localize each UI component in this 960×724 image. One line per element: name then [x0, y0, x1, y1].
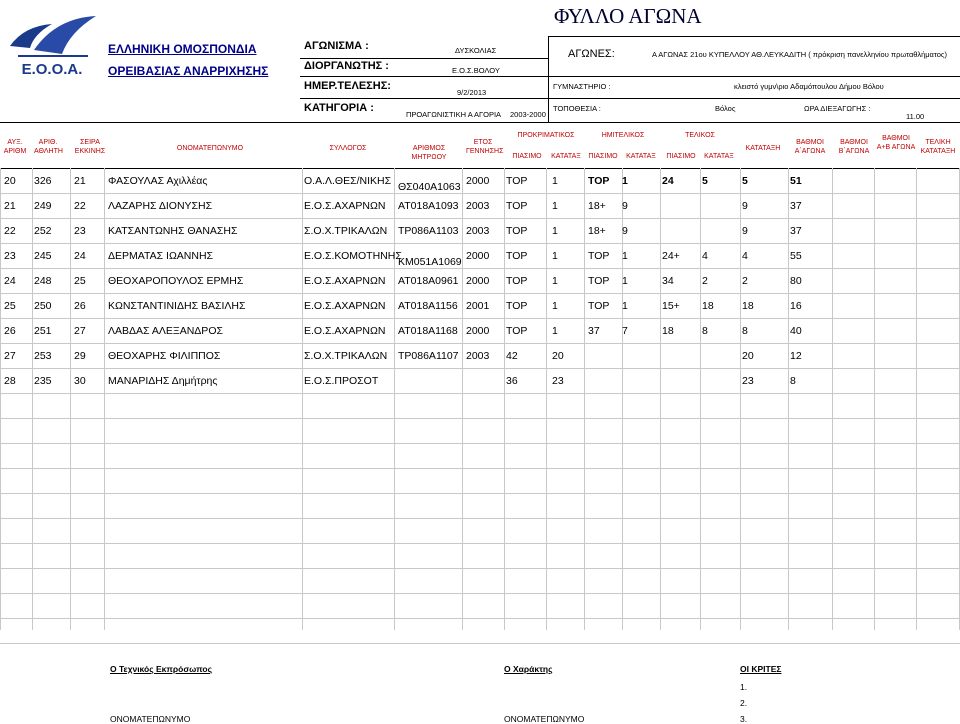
cell-etos: 2003	[466, 225, 490, 237]
col-telikos: ΤΕΛΙΚΟΣ	[685, 132, 715, 139]
grid-column-line	[546, 168, 547, 630]
cell-name: ΜΑΝΑΡΙΔΗΣ Δημήτρης	[108, 375, 218, 387]
cell-k2: 7	[622, 325, 628, 337]
grid-line	[0, 318, 960, 319]
organizer-label: ΔΙΟΡΓΑΝΩΤΗΣ :	[304, 60, 389, 72]
cell-ath: 250	[34, 300, 52, 312]
cell-k1: 1	[552, 225, 558, 237]
cell-name: ΔΕΡΜΑΤΑΣ ΙΩΑΝΝΗΣ	[108, 250, 214, 262]
cell-va: 9	[742, 200, 748, 212]
judges-label: ΟΙ ΚΡΙΤΕΣ	[740, 664, 782, 674]
col-seira: ΣΕΙΡΑ ΕΚΚΙΝΗΣ	[74, 139, 106, 155]
grid-line	[0, 343, 960, 344]
grid-line	[0, 243, 960, 244]
cell-club: Ε.Ο.Σ.ΑΧΑΡΝΩΝ	[304, 275, 386, 287]
cell-ays: 24	[4, 275, 16, 287]
grid-column-line	[660, 168, 661, 630]
grid-column-line	[832, 168, 833, 630]
cell-name: ΛΑΖΑΡΗΣ ΔΙΟΝΥΣΗΣ	[108, 200, 213, 212]
col-piasimo-2: ΠΙΑΣΙΜΟ	[588, 153, 618, 160]
cell-ath: 326	[34, 175, 52, 187]
tech-rep-label: Ο Τεχνικός Εκπρόσωπος	[110, 664, 212, 674]
grid-column-line	[740, 168, 741, 630]
cell-va: 18	[742, 300, 754, 312]
cell-k2: 9	[622, 200, 628, 212]
grid-line	[0, 518, 960, 519]
cell-p3: 15+	[662, 300, 680, 312]
cell-k3: 4	[702, 250, 708, 262]
cell-k2: 1	[622, 300, 628, 312]
tech-rep-name-label: ΟΝΟΜΑΤΕΠΩΝΥΜΟ	[110, 714, 191, 724]
grid-line	[0, 293, 960, 294]
cell-mitroo: ΑΤ018Α1156	[398, 300, 458, 312]
gym-value: κλειστό γυμν\ριο Αδαμόπουλου Δήμου Βόλου	[734, 82, 884, 91]
cell-mitroo: ΘΣ040Α1063	[398, 181, 461, 193]
col-mitroo: ΑΡΙΘΜΟΣ ΜΗΤΡΩΟΥ	[411, 145, 447, 161]
cell-ath: 248	[34, 275, 52, 287]
organizer-value: Ε.Ο.Σ.ΒΟΛΟΥ	[452, 66, 500, 75]
cell-k1: 23	[552, 375, 564, 387]
judge-1: 1.	[740, 682, 748, 692]
cell-p2: TOP	[588, 300, 610, 312]
cell-k3: 18	[702, 300, 714, 312]
cell-p1: 36	[506, 375, 518, 387]
grid-column-line	[462, 168, 463, 630]
grid-column-line	[394, 168, 395, 630]
agonisma-label: ΑΓΩΝΙΣΜΑ :	[304, 40, 369, 52]
grid-line	[0, 393, 960, 394]
cell-ath: 251	[34, 325, 52, 337]
cell-ays: 21	[4, 200, 16, 212]
cell-k1: 1	[552, 300, 558, 312]
cell-p2: TOP	[588, 275, 610, 287]
grid-column-line	[874, 168, 875, 630]
col-name: ΟΝΟΜΑΤΕΠΩΝΥΜΟ	[176, 145, 244, 152]
cell-p2: 18+	[588, 225, 606, 237]
cell-name: ΘΕΟΧΑΡΗΣ ΦΙΛΙΠΠΟΣ	[108, 350, 221, 362]
cell-ath: 249	[34, 200, 52, 212]
cell-seira: 21	[74, 175, 86, 187]
col-katatax-1: ΚΑΤΑΤΑΞ	[551, 153, 581, 160]
cell-vab: 16	[790, 300, 802, 312]
sheet-title: ΦΥΛΛΟ ΑΓΩΝΑ	[554, 4, 702, 28]
cell-va: 20	[742, 350, 754, 362]
cell-ath: 252	[34, 225, 52, 237]
grid-line	[0, 643, 960, 644]
cell-k3: 5	[702, 175, 708, 187]
cell-club: Σ.Ο.Χ.ΤΡΙΚΑΛΩΝ	[304, 350, 388, 362]
cell-k1: 1	[552, 275, 558, 287]
cell-vab: 40	[790, 325, 802, 337]
date-value: 9/2/2013	[457, 88, 487, 97]
category-label: ΚΑΤΗΓΟΡΙΑ :	[304, 102, 374, 114]
agones-label: ΑΓΩΝΕΣ:	[568, 48, 615, 60]
date-label: ΗΜΕΡ.ΤΕΛΕΣΗΣ:	[304, 80, 391, 92]
cell-seira: 29	[74, 350, 86, 362]
cell-mitroo: ΑΤ018Α1168	[398, 325, 458, 337]
cell-name: ΦΑΣΟΥΛΑΣ Αχιλλέας	[108, 175, 208, 187]
grid-column-line	[0, 168, 1, 630]
judge-3: 3.	[740, 714, 748, 724]
cell-p1: TOP	[506, 275, 528, 287]
col-katatax-2: ΚΑΤΑΤΑΞ	[626, 153, 656, 160]
grid-line	[0, 493, 960, 494]
time-value: 11.00	[906, 112, 925, 121]
cell-club: Ο.Α.Λ.ΘΕΣ/ΝΙΚΗΣ	[304, 175, 392, 187]
grid-line	[0, 368, 960, 369]
col-katataxi: ΚΑΤΑΤΑΞΗ	[745, 145, 781, 152]
cell-p1: TOP	[506, 325, 528, 337]
col-club: ΣΥΛΛΟΓΟΣ	[329, 145, 367, 152]
cell-seira: 22	[74, 200, 86, 212]
col-vathmoi-b: ΒΑΘΜΟΙ Β΄ΑΓΩΝΑ	[838, 139, 870, 155]
category-years: 2003-2000	[510, 110, 546, 119]
cell-va: 4	[742, 250, 748, 262]
cell-name: ΚΑΤΣΑΝΤΩΝΗΣ ΘΑΝΑΣΗΣ	[108, 225, 238, 237]
grid-column-line	[622, 168, 623, 630]
cell-ays: 28	[4, 375, 16, 387]
grid-column-line	[32, 168, 33, 630]
federation-name-line2: ΟΡΕΙΒΑΣΙΑΣ ΑΝΑΡΡΙΧΗΣΗΣ	[108, 64, 269, 78]
cell-k2: 1	[622, 175, 628, 187]
cell-k3: 8	[702, 325, 708, 337]
cell-club: Σ.Ο.Χ.ΤΡΙΚΑΛΩΝ	[304, 225, 388, 237]
col-prokrimatikos: ΠΡΟΚΡΙΜΑΤΙΚΟΣ	[517, 132, 575, 139]
cell-ays: 22	[4, 225, 16, 237]
cell-k3: 2	[702, 275, 708, 287]
grid-column-line	[504, 168, 505, 630]
cell-ath: 235	[34, 375, 52, 387]
cell-ays: 25	[4, 300, 16, 312]
cell-ays: 20	[4, 175, 16, 187]
cell-vab: 8	[790, 375, 796, 387]
cell-mitroo: ΑΤ018Α0961	[398, 275, 459, 287]
grid-column-line	[788, 168, 789, 630]
cell-club: Ε.Ο.Σ.ΚΟΜΟΤΗΝΗΣ	[304, 250, 402, 262]
federation-logo	[4, 4, 100, 80]
cell-club: Ε.Ο.Σ.ΑΧΑΡΝΩΝ	[304, 200, 386, 212]
time-label: ΩΡΑ ΔΙΕΞΑΓΩΓΗΣ :	[804, 104, 871, 113]
cell-p1: TOP	[506, 250, 528, 262]
grid-column-line	[104, 168, 105, 630]
scorer-label: Ο Χαράκτης	[504, 664, 553, 674]
cell-etos: 2000	[466, 325, 490, 337]
grid-line	[0, 468, 960, 469]
cell-seira: 23	[74, 225, 86, 237]
cell-etos: 2001	[466, 300, 490, 312]
cell-p1: TOP	[506, 200, 528, 212]
col-etos: ΕΤΟΣ ΓΕΝΝΗΣΗΣ	[466, 139, 504, 155]
cell-va: 5	[742, 175, 748, 187]
cell-club: Ε.Ο.Σ.ΠΡΟΣΟΤ	[304, 375, 379, 387]
cell-name: ΛΑΒΔΑΣ ΑΛΕΞΑΝΔΡΟΣ	[108, 325, 223, 337]
category-value: ΠΡΟΑΓΩΝΙΣΤΙΚΗ Α ΑΓΟΡΙΑ	[406, 110, 502, 119]
cell-k1: 1	[552, 325, 558, 337]
col-arith-athliti: ΑΡΙΘ. ΑΘΛΗΤΗ	[34, 139, 63, 155]
cell-p1: TOP	[506, 225, 528, 237]
cell-vab: 37	[790, 225, 802, 237]
cell-seira: 30	[74, 375, 86, 387]
cell-etos: 2003	[466, 350, 490, 362]
cell-vab: 51	[790, 175, 802, 187]
cell-k2: 9	[622, 225, 628, 237]
cell-p3: 34	[662, 275, 674, 287]
cell-k1: 1	[552, 200, 558, 212]
cell-k1: 1	[552, 175, 558, 187]
cell-name: ΘΕΟΧΑΡΟΠΟΥΛΟΣ ΕΡΜΗΣ	[108, 275, 244, 287]
cell-etos: 2003	[466, 200, 490, 212]
cell-mitroo: ΤΡ086Α1107	[398, 350, 459, 362]
cell-p1: 42	[506, 350, 518, 362]
logo-text: E.O.O.A.	[21, 61, 83, 78]
cell-vab: 80	[790, 275, 802, 287]
grid-line	[0, 593, 960, 594]
grid-line	[0, 568, 960, 569]
cell-seira: 24	[74, 250, 86, 262]
cell-va: 23	[742, 375, 754, 387]
cell-va: 2	[742, 275, 748, 287]
cell-k1: 20	[552, 350, 564, 362]
cell-vab: 37	[790, 200, 802, 212]
cell-p3: 18	[662, 325, 674, 337]
cell-ays: 27	[4, 350, 16, 362]
cell-name: ΚΩΝΣΤΑΝΤΙΝΙΔΗΣ ΒΑΣΙΛΗΣ	[108, 300, 246, 312]
cell-club: Ε.Ο.Σ.ΑΧΑΡΝΩΝ	[304, 300, 386, 312]
cell-p1: TOP	[506, 175, 528, 187]
col-piasimo-3: ΠΙΑΣΙΜΟ	[666, 153, 696, 160]
federation-name-line1: ΕΛΛΗΝΙΚΗ ΟΜΟΣΠΟΝΔΙΑ	[108, 42, 257, 56]
cell-vab: 12	[790, 350, 802, 362]
agonisma-value: ΔΥΣΚΟΛΙΑΣ	[455, 46, 497, 55]
grid-line	[0, 193, 960, 194]
cell-seira: 25	[74, 275, 86, 287]
cell-k2: 1	[622, 250, 628, 262]
cell-club: Ε.Ο.Σ.ΑΧΑΡΝΩΝ	[304, 325, 386, 337]
cell-ays: 23	[4, 250, 16, 262]
col-katatax-3: ΚΑΤΑΤΑΞ	[704, 153, 734, 160]
grid-line	[0, 618, 960, 619]
cell-mitroo: ΚΜ051Α1069	[398, 256, 462, 268]
col-teliki: ΤΕΛΙΚΗ ΚΑΤΑΤΑΞΗ	[920, 139, 956, 155]
cell-seira: 26	[74, 300, 86, 312]
cell-p3: 24	[662, 175, 674, 187]
grid-line	[0, 218, 960, 219]
grid-column-line	[700, 168, 701, 630]
place-label: ΤΟΠΟΘΕΣΙΑ :	[553, 104, 601, 113]
cell-k2: 1	[622, 275, 628, 287]
grid-line	[0, 543, 960, 544]
col-piasimo-1: ΠΙΑΣΙΜΟ	[512, 153, 542, 160]
scorer-name-label: ΟΝΟΜΑΤΕΠΩΝΥΜΟ	[504, 714, 585, 724]
cell-va: 9	[742, 225, 748, 237]
cell-ays: 26	[4, 325, 16, 337]
grid-column-line	[302, 168, 303, 630]
cell-k1: 1	[552, 250, 558, 262]
gym-label: ΓΥΜΝΑΣΤΗΡΙΟ :	[553, 82, 611, 91]
col-vathmoi-a: ΒΑΘΜΟΙ Α΄ΑΓΩΝΑ	[794, 139, 826, 155]
agones-value: Α ΑΓΩΝΑΣ 21ου ΚΥΠΕΛΛΟΥ ΑΘ.ΛΕΥΚΑΔΙΤΗ ( πρόκριση πανελληνίου πρωταθλήματος)	[652, 50, 948, 59]
grid-line	[0, 418, 960, 419]
cell-etos: 2000	[466, 175, 490, 187]
cell-p2: 37	[588, 325, 600, 337]
grid-line	[0, 268, 960, 269]
grid-column-line	[916, 168, 917, 630]
cell-seira: 27	[74, 325, 86, 337]
col-imitelikos: ΗΜΙΤΕΛΙΚΟΣ	[601, 132, 645, 139]
place-value: Βόλος	[715, 104, 736, 113]
cell-etos: 2000	[466, 250, 490, 262]
cell-mitroo: ΑΤ018Α1093	[398, 200, 459, 212]
cell-va: 8	[742, 325, 748, 337]
grid-line	[0, 443, 960, 444]
cell-p2: TOP	[588, 250, 610, 262]
cell-mitroo: ΤΡ086Α1103	[398, 225, 459, 237]
cell-p3: 24+	[662, 250, 680, 262]
cell-vab: 55	[790, 250, 802, 262]
cell-ath: 245	[34, 250, 52, 262]
col-ays-arithm: ΑΥΞ. ΑΡΙΘΜ	[3, 139, 27, 155]
cell-p2: 18+	[588, 200, 606, 212]
cell-etos: 2000	[466, 275, 490, 287]
col-vathmoi-ab: ΒΑΘΜΟΙ Α+Β ΑΓΩΝΑ	[876, 135, 916, 151]
grid-column-line	[70, 168, 71, 630]
judge-2: 2.	[740, 698, 748, 708]
cell-p1: TOP	[506, 300, 528, 312]
column-header	[0, 126, 960, 168]
grid-column-line	[584, 168, 585, 630]
cell-ath: 253	[34, 350, 52, 362]
cell-p2: TOP	[588, 175, 610, 187]
